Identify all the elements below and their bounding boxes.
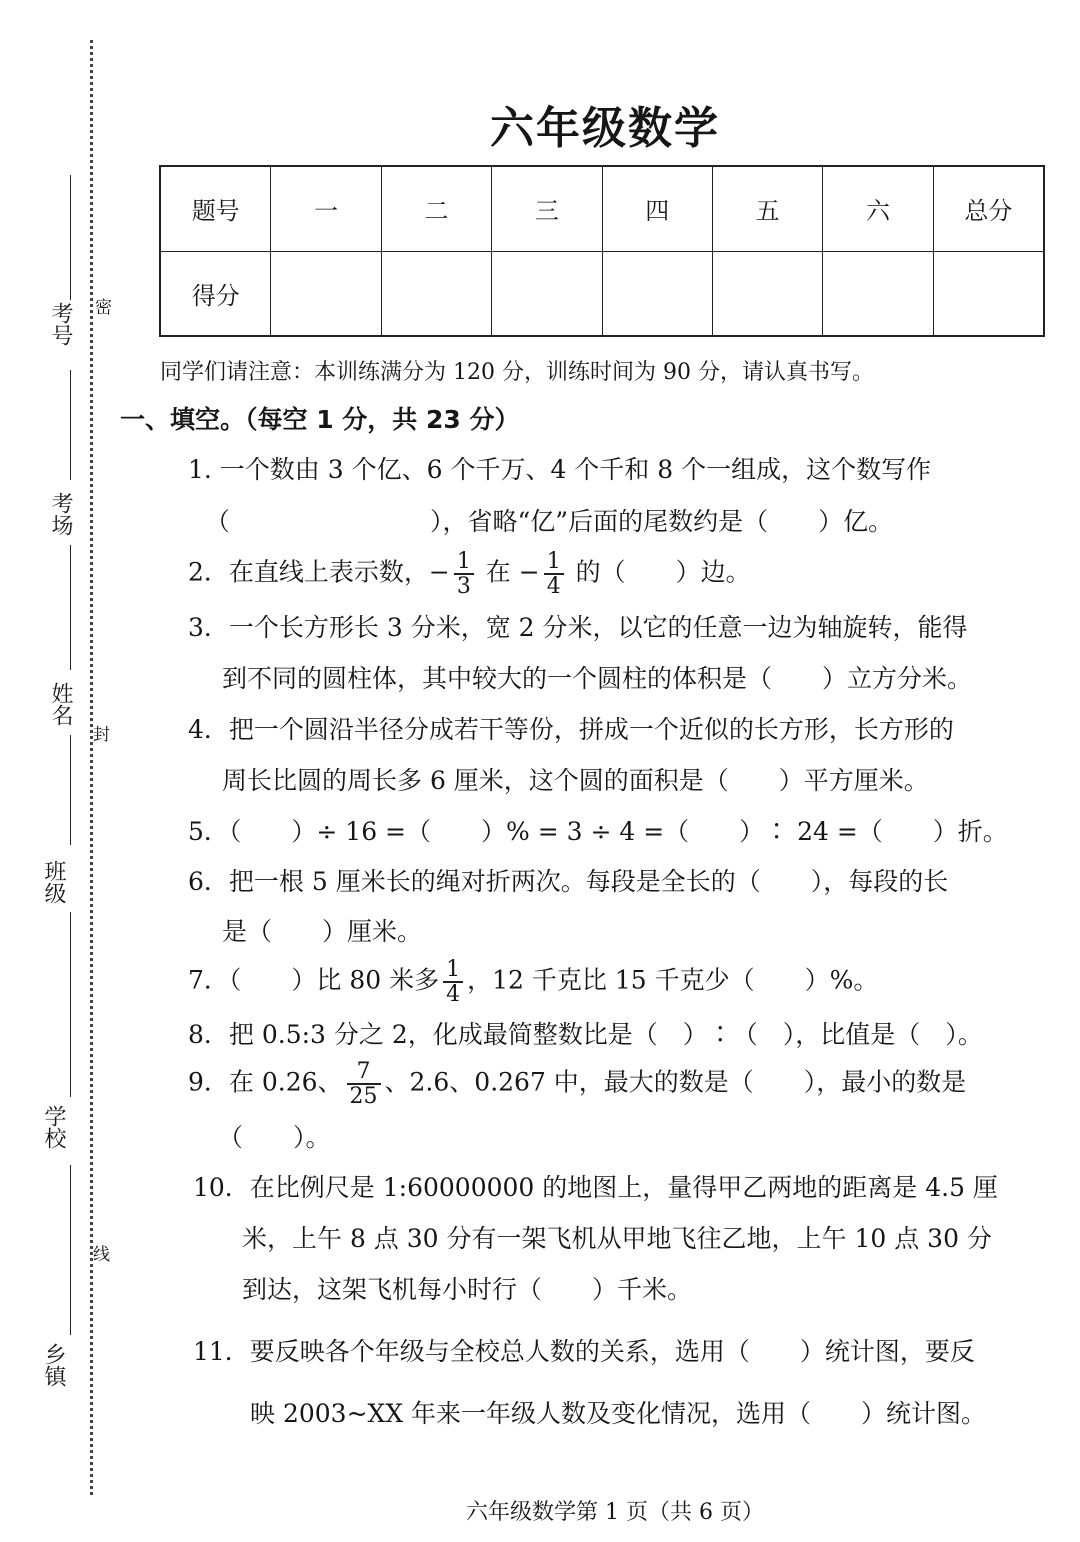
section-heading: 一、填空。（每空 1 分，共 23 分） — [120, 405, 520, 434]
q10-line2: 米，上午 8 点 30 分有一架飞机从甲地飞往乙地，上午 10 点 30 分 — [242, 1224, 992, 1253]
q8-line: 8．把 0.5:3 分之 2，化成最简整数比是（ ）∶（ ），比值是（ ）。 — [188, 1020, 983, 1049]
score-header-cell: 题号 — [160, 166, 271, 251]
score-cell[interactable] — [823, 251, 933, 336]
seal-dotted-line — [90, 40, 93, 1495]
exam-no-label: 考号 — [48, 302, 73, 346]
school-line — [70, 912, 71, 1097]
fraction-numerator: 1 — [454, 550, 474, 575]
notice: 同学们请注意：本训练满分为 120 分，训练时间为 90 分，请认真书写。 — [160, 360, 874, 385]
fraction-seven-25ths — [347, 1060, 381, 1108]
score-header-cell: 总分 — [933, 166, 1044, 251]
q2-line — [188, 550, 751, 598]
name-line — [70, 545, 71, 670]
fraction-one-fourth — [544, 550, 564, 598]
q4-line2: 周长比圆的周长多 6 厘米，这个圆的面积是（ ）平方厘米。 — [222, 766, 929, 795]
town-label: 乡镇 — [41, 1343, 66, 1387]
page-title: 六年级数学 — [490, 103, 720, 154]
score-header-cell: 五 — [712, 166, 822, 251]
fraction-denominator: 4 — [446, 982, 461, 1008]
score-cell[interactable] — [381, 251, 491, 336]
name-label: 姓名 — [48, 682, 73, 726]
score-header-cell: 六 — [823, 166, 933, 251]
fraction-one-fourth — [443, 958, 463, 1006]
q4-line1: 4．把一个圆沿半径分成若干等份，拼成一个近似的长方形，长方形的 — [188, 715, 954, 744]
q10-line3: 到达，这架飞机每小时行（ ）千米。 — [242, 1275, 693, 1304]
q6-line1: 6．把一根 5 厘米长的绳对折两次。每段是全长的（ ），每段的长 — [188, 867, 949, 896]
exam-no-line — [70, 175, 71, 300]
seal-mi: 密 — [91, 298, 111, 315]
fraction-numerator: 1 — [544, 550, 564, 575]
score-cell[interactable] — [492, 251, 602, 336]
q9-text-b: 、2.6、0.267 中，最大的数是（ ），最小的数是 — [384, 1067, 967, 1097]
room-label: 考场 — [48, 492, 73, 536]
q9-line1 — [188, 1060, 966, 1108]
q10-line1: 10．在比例尺是 1:60000000 的地图上，量得甲乙两地的距离是 4.5 厘 — [193, 1173, 998, 1202]
class-label: 班级 — [41, 860, 66, 904]
q7-line — [188, 958, 878, 1006]
score-header-cell: 四 — [602, 166, 712, 251]
fraction-numerator: 7 — [347, 1060, 381, 1085]
fraction-numerator: 1 — [443, 958, 463, 983]
page-footer: 六年级数学第 1 页（共 6 页） — [466, 1500, 764, 1525]
score-table — [159, 165, 1045, 337]
fraction-denominator: 3 — [456, 574, 471, 600]
q6-line2: 是（ ）厘米。 — [222, 917, 423, 946]
score-cell[interactable] — [271, 251, 381, 336]
score-row — [160, 251, 1044, 336]
fraction-one-third — [454, 550, 474, 598]
q11-line2: 映 2003~XX 年来一年级人数及变化情况，选用（ ）统计图。 — [250, 1399, 987, 1428]
q5-line: 5．（ ）÷ 16 =（ ）% = 3 ÷ 4 =（ ）∶ 24 =（ ）折。 — [188, 817, 1008, 846]
score-header-cell: 三 — [492, 166, 602, 251]
score-header-row — [160, 166, 1044, 251]
seal-xian: 线 — [89, 1245, 109, 1262]
class-line — [70, 735, 71, 845]
score-header-cell: 二 — [381, 166, 491, 251]
q11-line1: 11．要反映各个年级与全校总人数的关系，选用（ ）统计图，要反 — [193, 1337, 975, 1366]
q2-text-b: 在 − — [477, 557, 540, 587]
q2-text-c: 的（ ）边。 — [567, 557, 751, 587]
q3-line1: 3．一个长方形长 3 分米，宽 2 分米，以它的任意一边为轴旋转，能得 — [188, 613, 968, 642]
score-cell[interactable] — [712, 251, 822, 336]
q3-line2: 到不同的圆柱体，其中较大的一个圆柱的体积是（ ）立方分米。 — [222, 664, 973, 693]
score-cell[interactable] — [602, 251, 712, 336]
fraction-denominator: 25 — [349, 1084, 378, 1110]
q7-text-a: 7．（ ）比 80 米多 — [188, 965, 440, 995]
town-line — [70, 1165, 71, 1335]
q1-line1: 1. 一个数由 3 个亿、6 个千万、4 个千和 8 个一组成，这个数写作 — [188, 455, 932, 484]
q9-line2: （ ）。 — [218, 1123, 331, 1152]
q9-text-a: 9．在 0.26、 — [188, 1067, 343, 1097]
room-line — [70, 370, 71, 480]
seal-feng: 封 — [89, 725, 109, 742]
score-row-label: 得分 — [160, 251, 271, 336]
score-header-cell: 一 — [271, 166, 381, 251]
fraction-denominator: 4 — [546, 574, 561, 600]
q2-text-a: 2．在直线上表示数，− — [188, 557, 450, 587]
q7-text-b: ，12 千克比 15 千克少（ ）%。 — [467, 965, 879, 995]
q1-line2: （ ），省略“亿”后面的尾数约是（ ）亿。 — [205, 507, 894, 536]
score-cell[interactable] — [933, 251, 1044, 336]
school-label: 学校 — [41, 1105, 66, 1149]
